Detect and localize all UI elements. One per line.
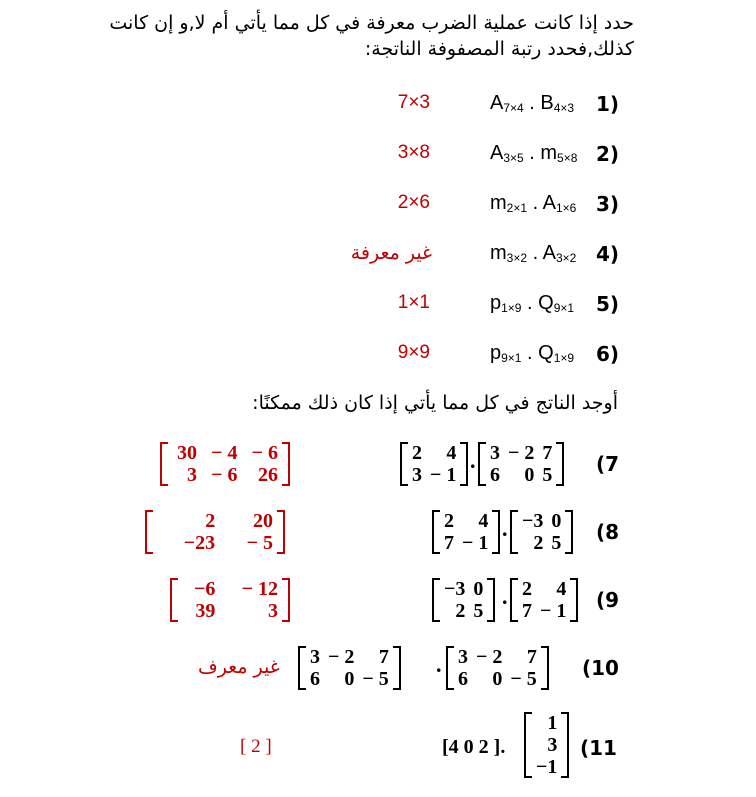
matrix-entry: − 1 [462, 532, 489, 554]
multiply-dot: . [523, 142, 541, 164]
matrix-entry: − 4 [211, 442, 238, 464]
multiply-dot: . [523, 92, 541, 114]
answer-order: 1×1 [397, 292, 430, 313]
matrix-body [170, 578, 290, 622]
matrix-entry: − 12 [241, 578, 278, 600]
matrix-entry: 3 [186, 464, 197, 486]
matrix-product-expression [490, 342, 574, 365]
matrix-product-expression [490, 192, 576, 215]
answer-matrix [170, 578, 290, 622]
bracket-left [298, 646, 306, 690]
matrix-entry: 5 [551, 532, 562, 554]
multiply-dot: . [521, 342, 539, 364]
bracket-right [282, 442, 290, 486]
matrix-body [510, 578, 578, 622]
bracket-right [393, 646, 401, 690]
matrix-table [440, 510, 492, 554]
bracket-left [446, 646, 454, 690]
matrix-entry: −23 [183, 532, 216, 554]
matrix-b-name: Q [538, 292, 554, 314]
matrix-left [432, 578, 495, 622]
part2-heading: أوجد الناتج في كل مما يأتي إذا كان ذلك ممكنًا: [252, 392, 618, 414]
question-number: (11 [580, 736, 617, 760]
instructions-text: حدد إذا كانت عملية الضرب معرفة في كل مما يأتي أم لا,و إن كانت كذلك,فحدد رتبة المصفوفة الناتجة: [109, 12, 634, 60]
bracket-left [432, 578, 440, 622]
bracket-left [432, 510, 440, 554]
matrix-b-name: m [540, 142, 558, 164]
matrix-b-name: B [540, 92, 554, 114]
matrix-right [510, 578, 578, 622]
multiply-dot: . [527, 192, 543, 214]
question-number: (9 [596, 588, 620, 612]
multiply-dot: . [521, 292, 539, 314]
matrix-entry: 2 [412, 442, 422, 464]
matrix-body [400, 442, 468, 486]
bracket-left [400, 442, 408, 486]
matrix-body [298, 646, 401, 690]
matrix-entry: − 1 [540, 600, 567, 622]
bracket-left [524, 712, 532, 778]
matrix-row [486, 464, 556, 486]
answer-text: غير معرف [198, 656, 280, 678]
matrix-entry: − 2 [508, 442, 535, 464]
matrix-table [486, 442, 556, 486]
matrix-a-dims: 9×1 [501, 351, 522, 365]
bracket-right [277, 510, 285, 554]
matrix-entry: 6 [310, 668, 320, 690]
multiply-dot: . [436, 652, 442, 677]
bracket-right [565, 510, 573, 554]
question-number: (7 [596, 452, 620, 476]
matrix-entry: 3 [490, 442, 500, 464]
matrix-entry: −1 [536, 756, 558, 778]
matrix-entry: 2 [444, 510, 454, 532]
matrix-entry: −3 [522, 510, 544, 532]
matrix-row [178, 578, 282, 600]
matrix-product-expression [490, 92, 574, 115]
question-number: (8 [596, 520, 620, 544]
matrix-table [532, 712, 561, 778]
matrix-entry: − 5 [246, 532, 273, 554]
answer-matrix [145, 510, 285, 554]
matrix-table [440, 578, 487, 622]
question-number: (10 [582, 656, 619, 680]
matrix-entry: 4 [556, 578, 567, 600]
bracket-right [282, 578, 290, 622]
matrix-entry: 30 [176, 442, 197, 464]
matrix-entry: − 5 [510, 668, 537, 690]
matrix-entry: − 2 [328, 646, 355, 668]
matrix-table [518, 510, 565, 554]
matrix-product-expression [490, 142, 577, 165]
matrix-entry: 7 [542, 442, 553, 464]
answer-order: 3×8 [397, 142, 430, 163]
matrix-right [446, 646, 549, 690]
matrix-table [306, 646, 393, 690]
matrix-left [400, 442, 468, 486]
matrix-a-dims: 2×1 [506, 201, 528, 215]
matrix-row [440, 532, 492, 554]
matrix-body [145, 510, 285, 554]
bracket-left [510, 510, 518, 554]
matrix-b-dims: 3×2 [555, 251, 577, 265]
question-number: 1) [596, 92, 620, 116]
matrix-a-dims: 7×4 [503, 101, 524, 115]
matrix-entry: 3 [268, 600, 278, 622]
multiply-dot: . [502, 516, 508, 541]
bracket-left [145, 510, 153, 554]
matrix-a-name: p [490, 342, 502, 364]
matrix-a-dims: 1×9 [501, 301, 522, 315]
matrix-row [168, 464, 282, 486]
matrix-table [454, 646, 541, 690]
matrix-entry: 20 [253, 510, 273, 532]
matrix-entry: − 1 [430, 464, 457, 486]
matrix-right [478, 442, 564, 486]
row-matrix: [4 0 2 ]. [442, 736, 506, 758]
bracket-left [170, 578, 178, 622]
matrix-entry: −6 [194, 578, 216, 600]
matrix-entry: 7 [522, 600, 532, 622]
matrix-row [306, 668, 393, 690]
matrix-row [153, 510, 277, 532]
matrix-row [408, 442, 460, 464]
matrix-a-name: A [490, 92, 504, 114]
matrix-entry: 4 [446, 442, 457, 464]
matrix-a-dims: 3×2 [506, 251, 528, 265]
question-number: 4) [596, 242, 620, 266]
matrix-entry: 2 [455, 600, 466, 622]
matrix-entry: 0 [524, 464, 535, 486]
question-number: 6) [596, 342, 620, 366]
matrix-row [168, 442, 282, 464]
matrix-left [298, 646, 401, 690]
matrix-a-name: m [490, 192, 507, 214]
matrix-b-dims: 4×3 [553, 101, 575, 115]
matrix-row [532, 712, 561, 734]
bracket-right [460, 442, 468, 486]
bracket-left [510, 578, 518, 622]
matrix-entry: 1 [547, 712, 558, 734]
matrix-row [306, 646, 393, 668]
answer-text: [ 2 ] [240, 736, 272, 757]
matrix-b-dims: 1×6 [555, 201, 577, 215]
answer-order: 9×9 [397, 342, 430, 363]
matrix-b-name: Q [538, 342, 554, 364]
multiply-dot: . [527, 242, 543, 264]
matrix-row [532, 756, 561, 778]
matrix-right [510, 510, 573, 554]
question-number: 2) [596, 142, 620, 166]
matrix-entry: 7 [378, 646, 389, 668]
matrix-entry: 39 [195, 600, 216, 622]
matrix-row [518, 578, 570, 600]
matrix-a-dims: 3×5 [503, 151, 524, 165]
matrix-a-name: A [490, 142, 504, 164]
matrix-table [178, 578, 282, 622]
matrix-left [432, 510, 500, 554]
bracket-right [570, 578, 578, 622]
matrix-row [153, 532, 277, 554]
answer-order: 7×3 [397, 92, 430, 113]
matrix-b-name: A [542, 242, 556, 264]
matrix-body [510, 510, 573, 554]
matrix-entry: 3 [412, 464, 422, 486]
matrix-product-expression [490, 292, 574, 315]
matrix-entry: 0 [473, 578, 484, 600]
matrix-entry: 6 [490, 464, 500, 486]
matrix-row [532, 734, 561, 756]
matrix-body [160, 442, 290, 486]
matrix-entry: 3 [310, 646, 320, 668]
matrix-table [518, 578, 570, 622]
answer-order: 2×6 [397, 192, 430, 213]
bracket-right [556, 442, 564, 486]
answer-order: غير معرفة [350, 242, 432, 264]
matrix-row [440, 578, 487, 600]
matrix-row [178, 600, 282, 622]
bracket-right [487, 578, 495, 622]
matrix-row [454, 646, 541, 668]
matrix-entry: 4 [478, 510, 489, 532]
matrix-entry: − 6 [251, 442, 278, 464]
matrix-b-dims: 1×9 [553, 351, 575, 365]
matrix-row [518, 510, 565, 532]
matrix-entry: 2 [205, 510, 216, 532]
matrix-a-name: m [490, 242, 507, 264]
matrix-b-dims: 9×1 [553, 301, 575, 315]
matrix-entry: − 6 [211, 464, 238, 486]
matrix-entry: 0 [492, 668, 503, 690]
matrix-row [486, 442, 556, 464]
matrix-b-name: A [542, 192, 556, 214]
bracket-right [541, 646, 549, 690]
matrix-table [168, 442, 282, 486]
matrix-entry: 2 [533, 532, 544, 554]
matrix-entry: 0 [344, 668, 355, 690]
matrix-entry: −3 [444, 578, 466, 600]
matrix-table [408, 442, 460, 486]
matrix-row [440, 600, 487, 622]
matrix-entry: 2 [522, 578, 532, 600]
matrix-product-expression [490, 242, 576, 265]
matrix-entry: − 2 [476, 646, 503, 668]
bracket-right [492, 510, 500, 554]
matrix-body [432, 578, 495, 622]
question-number: 5) [596, 292, 620, 316]
bracket-left [160, 442, 168, 486]
question-number: 3) [596, 192, 620, 216]
matrix-b-dims: 5×8 [557, 151, 578, 165]
matrix-entry: 7 [444, 532, 454, 554]
matrix-row [408, 464, 460, 486]
answer-matrix [160, 442, 290, 486]
matrix-a-name: p [490, 292, 502, 314]
matrix-body [478, 442, 564, 486]
matrix-entry: 5 [473, 600, 484, 622]
multiply-dot: . [470, 448, 476, 473]
matrix-entry: 5 [542, 464, 553, 486]
matrix-row [454, 668, 541, 690]
matrix-row [518, 600, 570, 622]
matrix-entry: 6 [458, 668, 468, 690]
matrix-entry: 3 [547, 734, 558, 756]
matrix-row [440, 510, 492, 532]
matrix-entry: 0 [551, 510, 562, 532]
matrix-entry: − 5 [362, 668, 389, 690]
bracket-right [561, 712, 569, 778]
matrix-table [153, 510, 277, 554]
matrix-entry: 7 [526, 646, 537, 668]
matrix-entry: 26 [258, 464, 278, 486]
bracket-left [478, 442, 486, 486]
matrix-body [432, 510, 500, 554]
matrix-right [524, 712, 569, 778]
matrix-entry: 3 [458, 646, 468, 668]
matrix-row [518, 532, 565, 554]
multiply-dot: . [502, 584, 508, 609]
matrix-body [446, 646, 549, 690]
